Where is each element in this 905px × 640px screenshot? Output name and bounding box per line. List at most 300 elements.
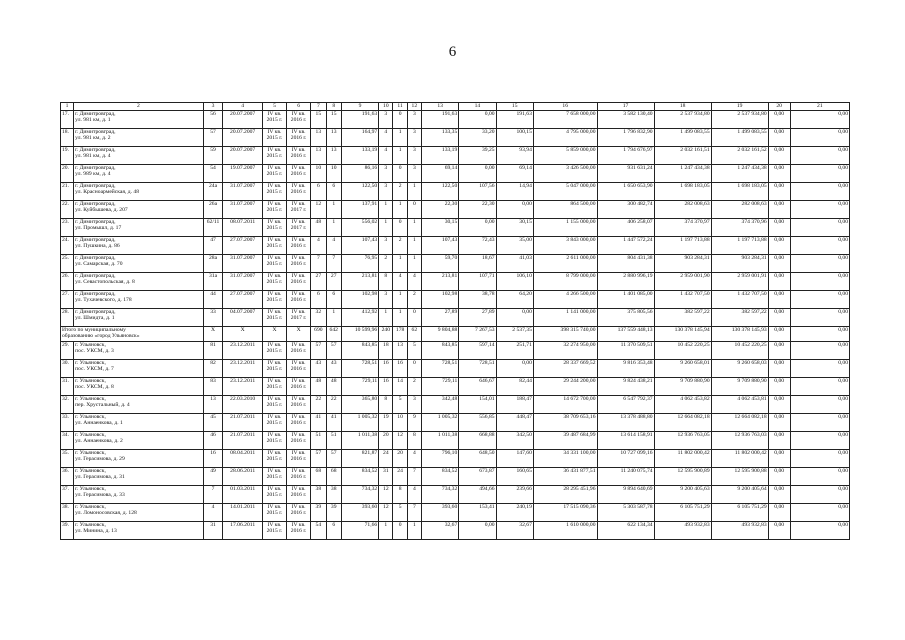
cell-col-11: 5 xyxy=(393,396,407,414)
cell-col-17: 5 303 587,78 xyxy=(597,504,654,522)
cell-col-9: 164,97 xyxy=(341,129,378,147)
cell-col-18: 12 936 763,05 xyxy=(654,432,711,450)
total-label-line-2: образованию «город Ульяновск» xyxy=(62,333,140,340)
cell-col-12: 1 xyxy=(407,183,421,201)
cell-col-5-line-2: 2015 г. xyxy=(266,528,283,535)
cell-col-6-line-2: 2016 г. xyxy=(290,135,307,142)
cell-col-15: 106,10 xyxy=(496,273,533,291)
table-row xyxy=(61,147,850,165)
cell-col-21: 0,00 xyxy=(790,414,849,432)
cell-col-19: 382 597,22 xyxy=(711,309,768,327)
page-number: 6 xyxy=(448,44,457,60)
cell-col-5 xyxy=(262,219,286,237)
cell-col-12: 0 xyxy=(407,201,421,219)
cell-col-20: 0,00 xyxy=(768,183,790,201)
cell-col-5-line-2: 2015 г. xyxy=(266,135,283,142)
total-col-11: 178 xyxy=(393,327,407,342)
row-number: 31. xyxy=(61,378,74,396)
cell-col-4: 31.07.2007 xyxy=(223,201,263,219)
cell-col-21: 0,00 xyxy=(790,273,849,291)
cell-col-19: 2 537 934,80 xyxy=(711,111,768,129)
cell-col-5 xyxy=(262,504,286,522)
address-cell xyxy=(74,255,203,273)
cell-col-19: 1 698 183,05 xyxy=(711,183,768,201)
cell-col-11: 1 xyxy=(393,129,407,147)
cell-col-17: 9 894 640,69 xyxy=(597,486,654,504)
cell-col-4: 17.06.2011 xyxy=(223,522,263,540)
cell-col-8: 48 xyxy=(326,378,341,396)
cell-col-18: 12 595 900,89 xyxy=(654,468,711,486)
table-row xyxy=(61,273,850,291)
cell-col-21: 0,00 xyxy=(790,360,849,378)
cell-col-16: 4 266 500,00 xyxy=(533,291,597,309)
table-row xyxy=(61,237,850,255)
cell-col-15: 93,94 xyxy=(496,147,533,165)
cell-col-3: 59 xyxy=(203,147,223,165)
address-cell-line-2: ул. Тухачевского, д. 178 xyxy=(75,297,132,304)
column-number: 21 xyxy=(790,103,849,111)
cell-col-10: 8 xyxy=(379,396,393,414)
cell-col-7: 22 xyxy=(311,396,326,414)
cell-col-19: 6 105 751,29 xyxy=(711,504,768,522)
total-col-14: 7 267,53 xyxy=(459,327,496,342)
cell-col-19: 2 959 001,91 xyxy=(711,273,768,291)
cell-col-12: 3 xyxy=(407,111,421,129)
cell-col-11: 20 xyxy=(393,450,407,468)
cell-col-7: 54 xyxy=(311,522,326,540)
cell-col-14: 668,88 xyxy=(459,432,496,450)
address-cell xyxy=(74,360,203,378)
cell-col-15: 41,03 xyxy=(496,255,533,273)
cell-col-6-line-2: 2016 г. xyxy=(290,438,307,445)
cell-col-14: 673,87 xyxy=(459,468,496,486)
cell-col-5 xyxy=(262,414,286,432)
cell-col-10: 24 xyxy=(379,450,393,468)
cell-col-8: 1 xyxy=(326,201,341,219)
cell-col-14: 107,71 xyxy=(459,273,496,291)
row-number: 26. xyxy=(61,273,74,291)
table-row xyxy=(61,165,850,183)
column-number-row xyxy=(61,103,850,111)
address-cell-line-1: г. Димитровград, xyxy=(75,165,116,171)
cell-col-5-line-1: IV кв. xyxy=(267,183,282,189)
cell-col-8: 7 xyxy=(326,255,341,273)
cell-col-5-line-1: IV кв. xyxy=(267,378,282,384)
column-number: 15 xyxy=(496,103,533,111)
cell-col-12: 8 xyxy=(407,432,421,450)
cell-col-6-line-1: IV кв. xyxy=(291,255,306,261)
total-col-17: 137 559 448,13 xyxy=(597,327,654,342)
cell-col-6-line-1: IV кв. xyxy=(291,309,306,315)
cell-col-15: 240,19 xyxy=(496,504,533,522)
cell-col-9: 729,11 xyxy=(341,378,378,396)
cell-col-19: 9 200 405,64 xyxy=(711,486,768,504)
cell-col-14: 38,78 xyxy=(459,291,496,309)
row-number: 32. xyxy=(61,396,74,414)
cell-col-12: 9 xyxy=(407,414,421,432)
cell-col-15: 100,15 xyxy=(496,129,533,147)
cell-col-16: 5 047 000,00 xyxy=(533,183,597,201)
column-number: 6 xyxy=(287,103,311,111)
cell-col-13: 102,98 xyxy=(421,291,458,309)
cell-col-14: 494,66 xyxy=(459,486,496,504)
cell-col-19: 9 260 658,03 xyxy=(711,360,768,378)
row-number: 35. xyxy=(61,450,74,468)
cell-col-3: 13 xyxy=(203,396,223,414)
cell-col-6 xyxy=(287,378,311,396)
table-row xyxy=(61,486,850,504)
cell-col-6-line-1: IV кв. xyxy=(291,219,306,225)
cell-col-18: 9 709 880,90 xyxy=(654,378,711,396)
table-row xyxy=(61,309,850,327)
cell-col-6 xyxy=(287,360,311,378)
address-cell xyxy=(74,237,203,255)
cell-col-6-line-1: IV кв. xyxy=(291,486,306,492)
cell-col-17: 375 805,56 xyxy=(597,309,654,327)
cell-col-6-line-1: IV кв. xyxy=(291,450,306,456)
cell-col-5-line-2: 2015 г. xyxy=(266,438,283,445)
cell-col-6-line-2: 2017 г. xyxy=(290,225,307,232)
address-cell-line-2: ул. Севастопольская, д. 8 xyxy=(75,279,135,286)
column-number: 11 xyxy=(393,103,407,111)
cell-col-15: 0,00 xyxy=(496,201,533,219)
cell-col-5 xyxy=(262,165,286,183)
cell-col-10: 1 xyxy=(379,522,393,540)
cell-col-9: 734,32 xyxy=(341,486,378,504)
address-cell xyxy=(74,486,203,504)
cell-col-14: 556,85 xyxy=(459,414,496,432)
address-cell xyxy=(74,432,203,450)
cell-col-6 xyxy=(287,147,311,165)
cell-col-21: 0,00 xyxy=(790,111,849,129)
cell-col-10: 4 xyxy=(379,129,393,147)
cell-col-6-line-2: 2016 г. xyxy=(290,420,307,427)
cell-col-6-line-2: 2016 г. xyxy=(290,366,307,373)
cell-col-9: 1 011,38 xyxy=(341,432,378,450)
address-cell-line-1: г. Ульяновск, xyxy=(75,468,106,474)
cell-col-5-line-2: 2015 г. xyxy=(266,279,283,286)
address-cell-line-1: г. Ульяновск, xyxy=(75,360,106,366)
cell-col-17: 11 370 509,51 xyxy=(597,342,654,360)
cell-col-5 xyxy=(262,273,286,291)
cell-col-19: 2 032 161,52 xyxy=(711,147,768,165)
cell-col-19: 12 595 900,88 xyxy=(711,468,768,486)
cell-col-7: 12 xyxy=(311,201,326,219)
cell-col-11: 24 xyxy=(393,468,407,486)
row-number: 29. xyxy=(61,342,74,360)
address-cell xyxy=(74,147,203,165)
cell-col-13: 133,35 xyxy=(421,129,458,147)
cell-col-11: 1 xyxy=(393,255,407,273)
cell-col-7: 38 xyxy=(311,486,326,504)
cell-col-5-line-1: IV кв. xyxy=(267,486,282,492)
cell-col-4: 14.01.2011 xyxy=(223,504,263,522)
cell-col-19: 9 709 880,90 xyxy=(711,378,768,396)
cell-col-19: 11 802 000,42 xyxy=(711,450,768,468)
cell-col-6-line-1: IV кв. xyxy=(291,201,306,207)
cell-col-18: 1 197 713,88 xyxy=(654,237,711,255)
row-number: 30. xyxy=(61,360,74,378)
cell-col-21: 0,00 xyxy=(790,165,849,183)
cell-col-13: 32,67 xyxy=(421,522,458,540)
cell-col-5-line-2: 2015 г. xyxy=(266,153,283,160)
cell-col-17: 2 880 996,19 xyxy=(597,273,654,291)
cell-col-16: 7 658 000,00 xyxy=(533,111,597,129)
cell-col-6 xyxy=(287,486,311,504)
cell-col-19: 1 247 434,38 xyxy=(711,165,768,183)
cell-col-5-line-1: IV кв. xyxy=(267,504,282,510)
cell-col-11: 1 xyxy=(393,201,407,219)
cell-col-8: 41 xyxy=(326,414,341,432)
cell-col-6-line-1: IV кв. xyxy=(291,342,306,348)
cell-col-9: 86,16 xyxy=(341,165,378,183)
cell-col-4: 21.07.2011 xyxy=(223,414,263,432)
cell-col-6-line-2: 2016 г. xyxy=(290,261,307,268)
cell-col-8: 38 xyxy=(326,486,341,504)
cell-col-4: 21.07.2011 xyxy=(223,432,263,450)
cell-col-5 xyxy=(262,432,286,450)
cell-col-13: 728,51 xyxy=(421,360,458,378)
cell-col-12: 1 xyxy=(407,237,421,255)
cell-col-10: 12 xyxy=(379,504,393,522)
total-col-20: 0,00 xyxy=(768,327,790,342)
cell-col-6-line-2: 2016 г. xyxy=(290,279,307,286)
cell-col-11: 16 xyxy=(393,360,407,378)
cell-col-6 xyxy=(287,255,311,273)
cell-col-4: 23.12.2011 xyxy=(223,360,263,378)
cell-col-3: 47 xyxy=(203,237,223,255)
cell-col-5-line-2: 2015 г. xyxy=(266,420,283,427)
cell-col-17: 804 431,38 xyxy=(597,255,654,273)
cell-col-20: 0,00 xyxy=(768,129,790,147)
total-col-12: 62 xyxy=(407,327,421,342)
cell-col-13: 342,48 xyxy=(421,396,458,414)
cell-col-19: 1 499 083,55 xyxy=(711,129,768,147)
cell-col-7: 32 xyxy=(311,309,326,327)
cell-col-12: 3 xyxy=(407,147,421,165)
cell-col-5-line-2: 2015 г. xyxy=(266,348,283,355)
cell-col-5-line-2: 2015 г. xyxy=(266,189,283,196)
cell-col-9: 71,66 xyxy=(341,522,378,540)
cell-col-18: 9 200 405,63 xyxy=(654,486,711,504)
total-col-9: 10 599,96 xyxy=(341,327,378,342)
cell-col-21: 0,00 xyxy=(790,522,849,540)
cell-col-3: 45 xyxy=(203,414,223,432)
cell-col-19: 1 197 713,88 xyxy=(711,237,768,255)
cell-col-10: 31 xyxy=(379,468,393,486)
cell-col-6 xyxy=(287,309,311,327)
cell-col-14: 0,00 xyxy=(459,219,496,237)
cell-col-6-line-2: 2017 г. xyxy=(290,315,307,322)
cell-col-20: 0,00 xyxy=(768,504,790,522)
row-number: 22. xyxy=(61,201,74,219)
cell-col-11: 1 xyxy=(393,147,407,165)
cell-col-16: 36 431 877,51 xyxy=(533,468,597,486)
cell-col-16: 28 295 451,96 xyxy=(533,486,597,504)
cell-col-7: 39 xyxy=(311,504,326,522)
cell-col-18: 9 260 658,01 xyxy=(654,360,711,378)
cell-col-5-line-1: IV кв. xyxy=(267,237,282,243)
cell-col-12: 3 xyxy=(407,396,421,414)
cell-col-7: 15 xyxy=(311,111,326,129)
cell-col-10: 12 xyxy=(379,486,393,504)
table-row xyxy=(61,450,850,468)
cell-col-17: 6 547 792,37 xyxy=(597,396,654,414)
cell-col-6-line-1: IV кв. xyxy=(291,291,306,297)
cell-col-8: 57 xyxy=(326,342,341,360)
cell-col-16: 39 487 684,99 xyxy=(533,432,597,450)
cell-col-8: 13 xyxy=(326,147,341,165)
cell-col-18: 282 008,63 xyxy=(654,201,711,219)
cell-col-8: 6 xyxy=(326,183,341,201)
cell-col-14: 39,25 xyxy=(459,147,496,165)
row-number: 28. xyxy=(61,309,74,327)
cell-col-11: 0 xyxy=(393,522,407,540)
address-cell xyxy=(74,291,203,309)
cell-col-5-line-1: IV кв. xyxy=(267,219,282,225)
row-number: 17. xyxy=(61,111,74,129)
table-row xyxy=(61,342,850,360)
cell-col-11: 0 xyxy=(393,111,407,129)
cell-col-16: 2 611 000,00 xyxy=(533,255,597,273)
cell-col-6 xyxy=(287,342,311,360)
cell-col-13: 1 005,32 xyxy=(421,414,458,432)
cell-col-6-line-2: 2016 г. xyxy=(290,171,307,178)
cell-col-6 xyxy=(287,201,311,219)
table-row xyxy=(61,414,850,432)
cell-col-5 xyxy=(262,486,286,504)
row-number: 21. xyxy=(61,183,74,201)
cell-col-16: 3 426 500,00 xyxy=(533,165,597,183)
cell-col-3: 26а xyxy=(203,201,223,219)
total-col-8: 642 xyxy=(326,327,341,342)
cell-col-20: 0,00 xyxy=(768,165,790,183)
cell-col-6-line-1: IV кв. xyxy=(291,183,306,189)
cell-col-10: 16 xyxy=(379,360,393,378)
cell-col-5 xyxy=(262,396,286,414)
cell-col-8: 15 xyxy=(326,111,341,129)
address-cell-line-2: пос. УКСМ, д. 7 xyxy=(75,366,114,373)
cell-col-6-line-2: 2016 г. xyxy=(290,528,307,535)
cell-col-3: 62/11 xyxy=(203,219,223,237)
address-cell xyxy=(74,165,203,183)
cell-col-6-line-1: IV кв. xyxy=(291,129,306,135)
cell-col-8: 57 xyxy=(326,450,341,468)
cell-col-8: 27 xyxy=(326,273,341,291)
cell-col-6 xyxy=(287,450,311,468)
address-cell-line-2: ул. Аннаенкова, д. 1 xyxy=(75,420,123,427)
cell-col-8: 1 xyxy=(326,309,341,327)
address-cell-line-2: ул. 981 км, д. 4 xyxy=(75,153,111,160)
cell-col-18: 382 597,22 xyxy=(654,309,711,327)
cell-col-6 xyxy=(287,237,311,255)
total-col-18: 130 378 145,94 xyxy=(654,327,711,342)
cell-col-3: 44 xyxy=(203,291,223,309)
cell-col-20: 0,00 xyxy=(768,111,790,129)
cell-col-4: 27.07.2007 xyxy=(223,291,263,309)
cell-col-20: 0,00 xyxy=(768,291,790,309)
cell-col-17: 406 258,07 xyxy=(597,219,654,237)
total-row xyxy=(61,327,850,342)
cell-col-11: 2 xyxy=(393,183,407,201)
cell-col-6 xyxy=(287,183,311,201)
cell-col-15: 191,63 xyxy=(496,111,533,129)
cell-col-18: 903 284,31 xyxy=(654,255,711,273)
cell-col-5 xyxy=(262,468,286,486)
cell-col-14: 0,00 xyxy=(459,165,496,183)
address-cell-line-2: ул. Шмидта, д. 1 xyxy=(75,315,115,322)
cell-col-18: 1 247 434,38 xyxy=(654,165,711,183)
address-cell-line-1: г. Димитровград, xyxy=(75,237,116,243)
cell-col-21: 0,00 xyxy=(790,378,849,396)
total-col-5: X xyxy=(262,327,286,342)
cell-col-9: 393,60 xyxy=(341,504,378,522)
address-cell-line-1: г. Ульяновск, xyxy=(75,396,106,402)
cell-col-19: 282 008,63 xyxy=(711,201,768,219)
cell-col-16: 4 795 000,00 xyxy=(533,129,597,147)
cell-col-18: 493 932,83 xyxy=(654,522,711,540)
cell-col-10: 1 xyxy=(379,201,393,219)
cell-col-16: 29 244 200,00 xyxy=(533,378,597,396)
cell-col-9: 728,51 xyxy=(341,360,378,378)
table-row xyxy=(61,504,850,522)
cell-col-5-line-1: IV кв. xyxy=(267,291,282,297)
cell-col-11: 1 xyxy=(393,309,407,327)
cell-col-16: 28 337 669,52 xyxy=(533,360,597,378)
cell-col-5-line-1: IV кв. xyxy=(267,522,282,528)
cell-col-10: 3 xyxy=(379,237,393,255)
row-number: 24. xyxy=(61,237,74,255)
cell-col-5-line-1: IV кв. xyxy=(267,255,282,261)
cell-col-11: 8 xyxy=(393,486,407,504)
cell-col-5 xyxy=(262,522,286,540)
cell-col-17: 3 582 130,40 xyxy=(597,111,654,129)
cell-col-4: 31.07.2007 xyxy=(223,183,263,201)
cell-col-21: 0,00 xyxy=(790,183,849,201)
cell-col-8: 6 xyxy=(326,291,341,309)
address-cell xyxy=(74,183,203,201)
cell-col-9: 102,98 xyxy=(341,291,378,309)
cell-col-17: 931 631,24 xyxy=(597,165,654,183)
row-number: 18. xyxy=(61,129,74,147)
cell-col-21: 0,00 xyxy=(790,468,849,486)
cell-col-15: 239,66 xyxy=(496,486,533,504)
column-number: 12 xyxy=(407,103,421,111)
cell-col-8: 43 xyxy=(326,360,341,378)
cell-col-8: 1 xyxy=(326,219,341,237)
cell-col-20: 0,00 xyxy=(768,360,790,378)
cell-col-5-line-2: 2015 г. xyxy=(266,261,283,268)
cell-col-8: 13 xyxy=(326,129,341,147)
cell-col-5-line-1: IV кв. xyxy=(267,414,282,420)
cell-col-3: 57 xyxy=(203,129,223,147)
cell-col-9: 76,95 xyxy=(341,255,378,273)
cell-col-4: 01.03.2011 xyxy=(223,486,263,504)
address-cell-line-2: ул. Герасимова, д. 33 xyxy=(75,492,125,499)
cell-col-3: 83 xyxy=(203,378,223,396)
cell-col-3: 28а xyxy=(203,255,223,273)
table-row xyxy=(61,291,850,309)
cell-col-9: 1 005,32 xyxy=(341,414,378,432)
address-cell xyxy=(74,504,203,522)
cell-col-12: 7 xyxy=(407,468,421,486)
cell-col-18: 2 959 001,90 xyxy=(654,273,711,291)
cell-col-7: 13 xyxy=(311,129,326,147)
cell-col-3: 81 xyxy=(203,342,223,360)
cell-col-21: 0,00 xyxy=(790,396,849,414)
cell-col-6-line-1: IV кв. xyxy=(291,414,306,420)
cell-col-6-line-1: IV кв. xyxy=(291,522,306,528)
